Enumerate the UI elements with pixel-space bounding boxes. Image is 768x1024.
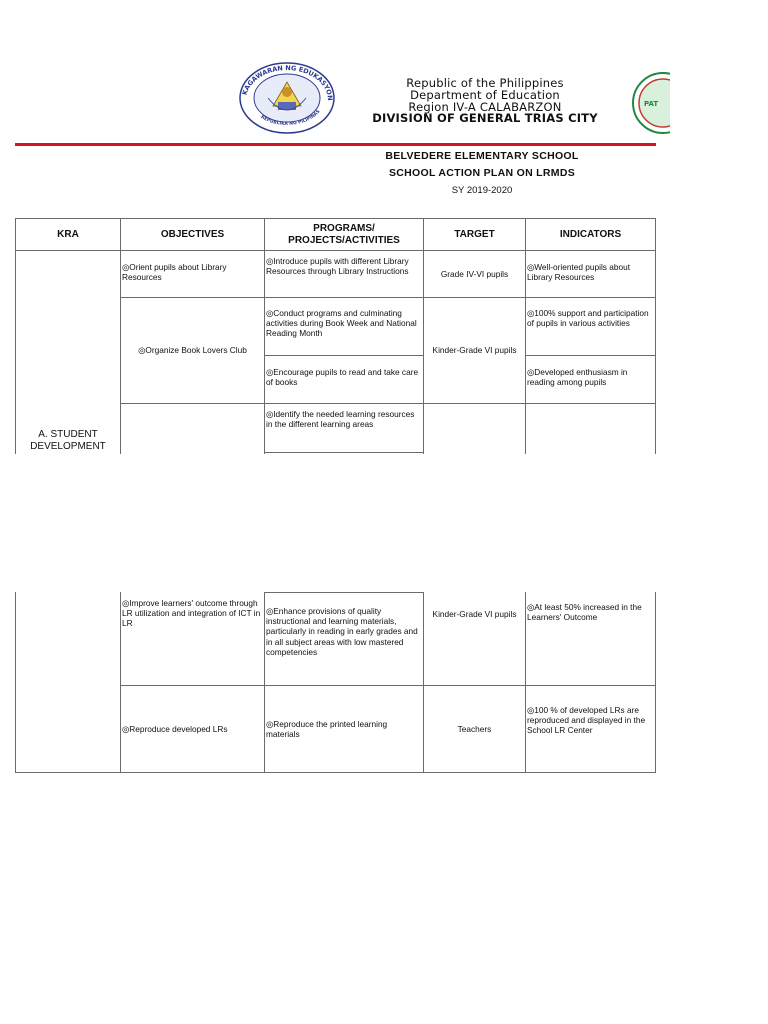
svg-text:REPUBLIKA NG PILIPINAS: REPUBLIKA NG PILIPINAS xyxy=(259,109,322,127)
target-kinder-vi-2: Kinder-Grade VI pupils xyxy=(432,608,517,619)
table-rule xyxy=(15,218,16,454)
table-rule xyxy=(264,592,424,593)
col-header-kra: KRA xyxy=(57,228,79,240)
table-rule xyxy=(120,403,656,404)
col-header-indicators: INDICATORS xyxy=(559,228,622,240)
table-rule xyxy=(15,250,656,251)
target-teachers: Teachers xyxy=(457,723,492,734)
header-department: Department of Education xyxy=(410,88,560,102)
kra-student-development: A. STUDENT DEVELOPMENT xyxy=(30,429,106,452)
svg-text:KAGAWARAN NG EDUKASYON: KAGAWARAN NG EDUKASYON xyxy=(240,63,335,101)
table-rule xyxy=(655,592,656,773)
program-identify: ◎Identify the needed learning resources in the different learning areas xyxy=(266,409,415,430)
header-republic: Republic of the Philippines xyxy=(406,76,564,90)
objective-orient: ◎Orient pupils about Library Resources xyxy=(122,262,227,283)
table-rule xyxy=(525,218,526,454)
objective-improve: ◎Improve learners' outcome through LR utilization and integration of ICT in LR xyxy=(122,598,261,629)
indicator-learners-outcome: ◎At least 50% increased in the Learners' Outcome xyxy=(527,602,642,623)
program-conduct: ◎Conduct programs and culminating activities during Book Week and National Reading Month xyxy=(266,308,417,339)
table-rule xyxy=(655,218,656,454)
col-header-target: TARGET xyxy=(454,228,495,240)
table-rule xyxy=(525,355,656,356)
division-seal-logo xyxy=(630,70,670,136)
indicator-support: ◎100% support and participation of pupils in various activities xyxy=(527,308,649,329)
program-introduce: ◎Introduce pupils with different Library Resources through Library Instructions xyxy=(266,256,409,277)
col-header-objectives: OBJECTIVES xyxy=(160,228,225,240)
indicator-well-oriented: ◎Well-oriented pupils about Library Resources xyxy=(527,262,631,283)
table-rule xyxy=(264,452,424,453)
header-region: Region IV-A CALABARZON xyxy=(408,100,562,114)
target-kinder-vi: Kinder-Grade VI pupils xyxy=(432,345,517,356)
table-rule xyxy=(264,355,424,356)
header-divider xyxy=(15,143,656,146)
table-rule xyxy=(15,592,16,773)
program-reproduce: ◎Reproduce the printed learning materials xyxy=(266,718,388,739)
school-name: BELVEDERE ELEMENTARY SCHOOL xyxy=(385,150,579,162)
svg-text:PAT: PAT xyxy=(644,100,659,108)
plan-title: SCHOOL ACTION PLAN ON LRMDS xyxy=(388,167,575,179)
indicator-developed-lrs: ◎100 % of developed LRs are reproduced and displayed in the School LR Center xyxy=(527,705,646,736)
target-grade-iv-vi: Grade IV-VI pupils xyxy=(440,268,509,279)
deped-seal-logo xyxy=(238,62,336,134)
indicator-enthusiasm: ◎Developed enthusiasm in reading among pupils xyxy=(527,367,628,388)
program-encourage: ◎Encourage pupils to read and take care of books xyxy=(266,367,419,388)
objective-book-lovers: ◎Organize Book Lovers Club xyxy=(138,345,247,356)
objective-reproduce: ◎Reproduce developed LRs xyxy=(122,723,228,734)
school-year: SY 2019-2020 xyxy=(451,185,513,196)
header-division: DIVISION OF GENERAL TRIAS CITY xyxy=(372,111,598,125)
col-header-programs: PROGRAMS/ PROJECTS/ACTIVITIES xyxy=(288,222,400,246)
program-enhance: ◎Enhance provisions of quality instructional and learning materials, particularly in reading in early grades and in all subject areas with low mastered competencies xyxy=(266,606,418,657)
table-rule xyxy=(15,772,656,773)
